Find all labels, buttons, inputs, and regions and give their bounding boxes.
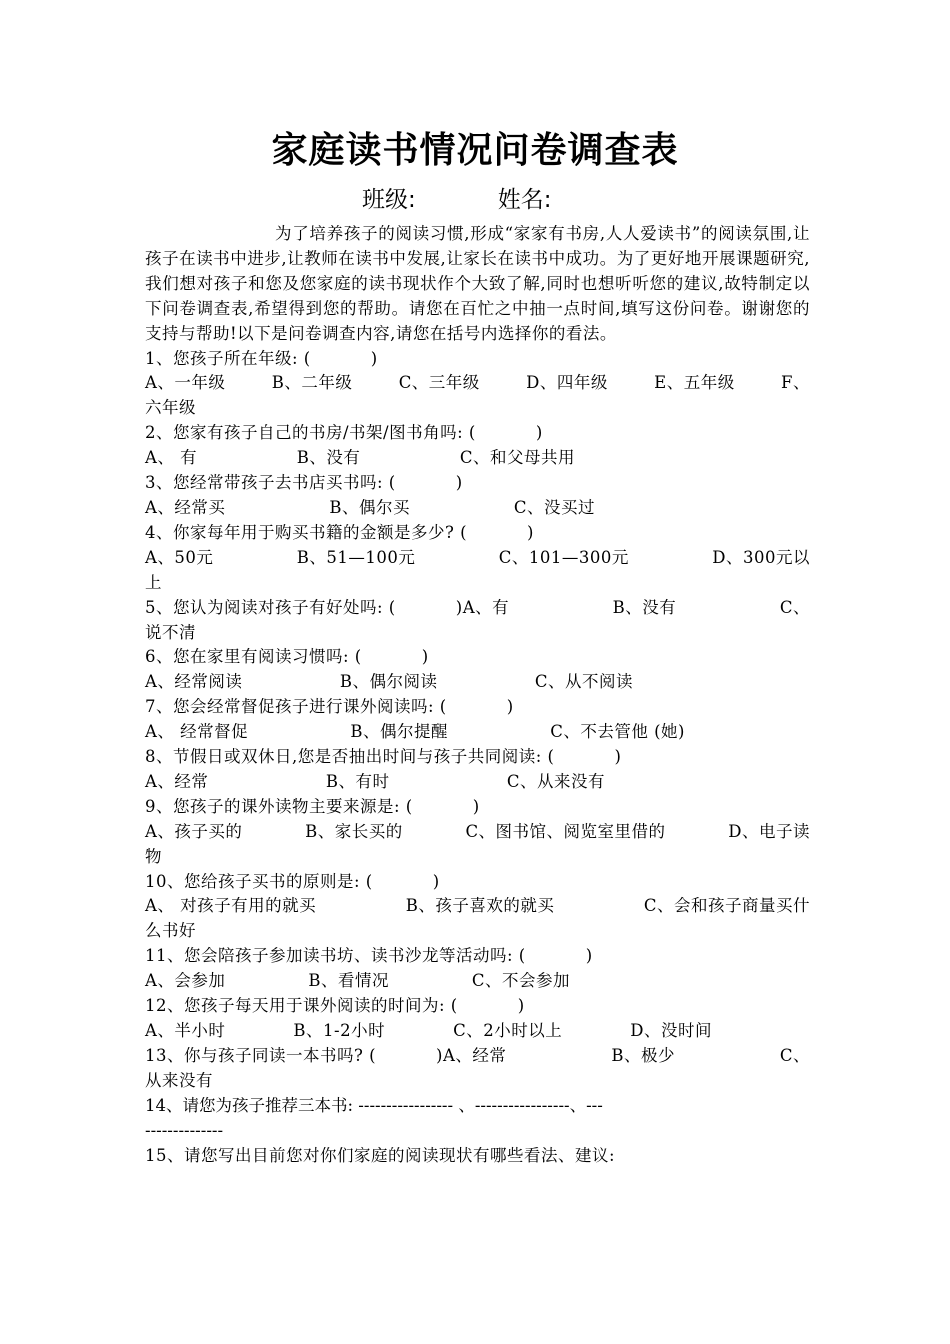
option: A、 对孩子有用的就买 (145, 896, 317, 916)
question-10-wrap: 么书好 (145, 921, 196, 941)
option: B、家长买的 (305, 821, 403, 841)
question-12-options (145, 1019, 712, 1044)
option: B、没有 (296, 448, 361, 468)
option: C、2小时以上 (453, 1021, 563, 1040)
question-8-options (145, 770, 605, 795)
option: D、电子读 (728, 821, 810, 841)
question-5: 5、您认为阅读对孩子有好处吗: ( )A、有 B、没有 C、 (145, 596, 810, 621)
question-1: 1、您孩子所在年级: ( ) (145, 348, 378, 368)
question-6-options (145, 670, 633, 695)
option: B、51—100元 (296, 547, 416, 567)
option: B、二年级 (271, 373, 353, 393)
question-3-options (145, 496, 595, 521)
question-5-wrap: 说不清 (145, 622, 196, 642)
question-1-options (145, 371, 810, 396)
option: C、从来没有 (506, 771, 605, 791)
question-14: 14、请您为孩子推荐三本书: ----------------- 、-----------------、--- (145, 1095, 603, 1115)
question-2: 2、您家有孩子自己的书房/书架/图书角吗: ( ) (145, 423, 543, 443)
question-9: 9、您孩子的课外读物主要来源是: ( ) (145, 796, 480, 816)
option: C、从不阅读 (534, 672, 633, 692)
option: C、没买过 (513, 497, 595, 517)
option: B、偶尔提醒 (350, 722, 449, 742)
option: A、会参加 (145, 971, 226, 991)
option: A、50元 (145, 547, 214, 567)
question-2-options (145, 446, 575, 471)
option: A、孩子买的 (145, 821, 243, 841)
question-1-wrap: 六年级 (145, 398, 196, 418)
option: A、经常 (442, 1045, 507, 1065)
question-9-wrap: 物 (145, 846, 162, 866)
option: B、1-2小时 (293, 1021, 386, 1040)
question-14-wrap: -------------- (145, 1120, 224, 1140)
option: C、图书馆、阅览室里借的 (465, 821, 666, 841)
questionnaire-body (145, 222, 810, 1168)
option: E、五年级 (654, 373, 735, 393)
option: C、不去管他 (她) (550, 722, 685, 742)
option: C、会和孩子商量买什 (643, 896, 810, 916)
question-9-options (145, 820, 810, 845)
option: F、 (781, 373, 810, 393)
option: A、 经常督促 (145, 722, 249, 742)
option: A、有 (462, 597, 510, 617)
option: D、没时间 (630, 1021, 712, 1040)
option: C、 (779, 597, 810, 617)
class-name-line (362, 183, 552, 217)
question-8: 8、节假日或双休日,您是否抽出时间与孩子共同阅读: ( ) (145, 747, 622, 767)
option: B、没有 (612, 597, 677, 617)
question-10-options (145, 894, 810, 919)
question-11-options (145, 969, 570, 994)
class-label: 班级: (362, 187, 416, 213)
option: A、经常阅读 (145, 672, 243, 692)
option: B、有时 (325, 771, 390, 791)
option: D、四年级 (526, 373, 608, 393)
question-15: 15、请您写出目前您对你们家庭的阅读现状有哪些看法、建议: (145, 1145, 616, 1165)
option: A、一年级 (145, 373, 226, 393)
question-13-wrap: 从来没有 (145, 1070, 213, 1090)
question-7-options (145, 720, 685, 745)
question-6: 6、您在家里有阅读习惯吗: ( ) (145, 647, 429, 667)
option: A、经常 (145, 771, 209, 791)
question-10: 10、您给孩子买书的原则是: ( ) (145, 871, 440, 891)
page-title: 家庭读书情况问卷调查表 (271, 130, 679, 171)
question-11: 11、您会陪孩子参加读书坊、读书沙龙等活动吗: ( ) (145, 946, 593, 966)
name-label: 姓名: (497, 187, 552, 213)
question-4: 4、你家每年用于购买书籍的金额是多少? ( ) (145, 522, 534, 542)
question-4-wrap: 上 (145, 572, 162, 592)
option: A、经常买 (145, 497, 226, 517)
option: B、偶尔买 (329, 497, 410, 517)
intro-paragraph: 为了培养孩子的阅读习惯,形成“家家有书房,人人爱读书”的阅读氛围,让孩子在读书中进步,让教师在读书中发展,让家长在读书中成功。为了更好地开展课题研究,我们想对孩子和您及您家庭的读书现状作个大致了解,同时也想听听您的建议,故特制定以下问卷调查表,希望得到您的帮助。请您在百忙之中抽一点时间,填写这份问卷。谢谢您的支持与帮助!以下是问卷调查内容,请您在括号内选择你的看法。 (145, 224, 810, 343)
option: B、极少 (611, 1045, 675, 1065)
option: D、300元以 (712, 547, 810, 567)
question-3: 3、您经常带孩子去书店买书吗: ( ) (145, 473, 463, 493)
question-7: 7、您会经常督促孩子进行课外阅读吗: ( ) (145, 697, 514, 717)
question-12: 12、您孩子每天用于课外阅读的时间为: ( ) (145, 996, 525, 1016)
option: A、 有 (145, 448, 198, 468)
question-4-options (145, 546, 810, 571)
option: A、半小时 (145, 1021, 226, 1040)
question-13: 13、你与孩子同读一本书吗? ( )A、经常 B、极少 C、 (145, 1044, 810, 1069)
option: C、101—300元 (498, 547, 629, 567)
option: B、看情况 (308, 971, 389, 991)
option: C、和父母共用 (459, 448, 575, 468)
option: C、不会参加 (471, 971, 570, 991)
option: B、孩子喜欢的就买 (405, 896, 555, 916)
option: B、偶尔阅读 (339, 672, 438, 692)
option: C、三年级 (398, 373, 480, 393)
option: C、 (779, 1045, 810, 1065)
